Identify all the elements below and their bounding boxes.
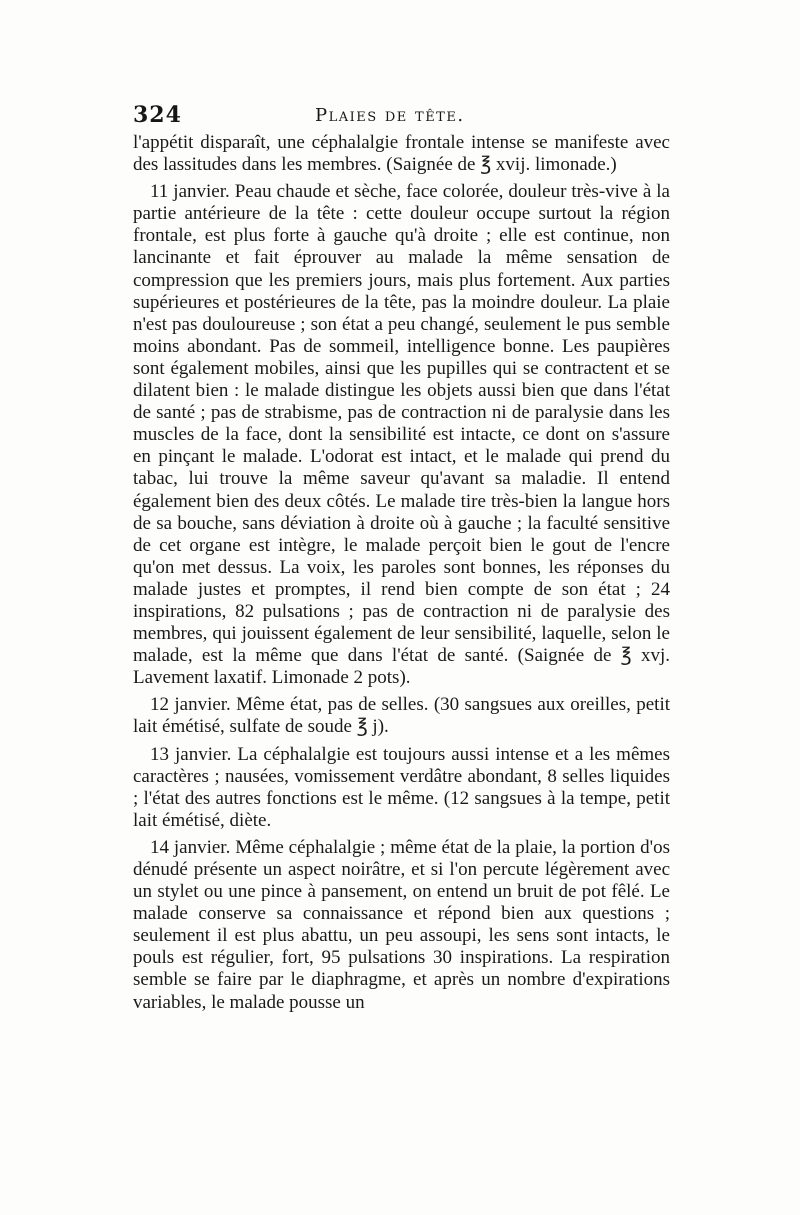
body-text <box>133 132 670 1014</box>
paragraph-continuation: l'appétit disparaît, une céphalalgie frontale intense se manifeste avec des lassitudes dans les membres. (Saignée de ℥ xvij. limonade.) <box>133 132 670 176</box>
paragraph-12-janvier: 12 janvier. Même état, pas de selles. (30 sangsues aux oreilles, petit lait émétisé, sulfate de soude ℥ j). <box>133 694 670 738</box>
page-header <box>133 102 670 132</box>
paragraph-14-janvier: 14 janvier. Même céphalalgie ; même état de la plaie, la portion d'os dénudé présente un aspect noirâtre, et si l'on percute légèrement avec un stylet ou une pince à pansement, on entend un bruit de pot fêlé. Le malade conserve sa connaissance et répond bien aux questions ; seulement il est plus abattu, un peu assoupi, les sens sont intacts, le pouls est régulier, fort, 95 pulsations 30 inspirations. La respiration semble se faire par le diaphragme, et après un nombre d'expirations variables, le malade pousse un <box>133 836 670 1013</box>
running-title: Plaies de tête. <box>315 105 465 126</box>
page-number: 324 <box>133 102 182 128</box>
paragraph-11-janvier: 11 janvier. Peau chaude et sèche, face colorée, douleur très-vive à la partie antérieure de la tête : cette douleur occupe surtout la région frontale, est plus forte à gauche qu'à droite ; elle est continue, non lancinante et fait éprouver au malade la même sensation de compression que les premiers jours, mais plus fortement. Aux parties supérieures et postérieures de la tête, pas la moindre douleur. La plaie n'est pas douloureuse ; son état a peu changé, seulement le pus semble moins abondant. Pas de sommeil, intelligence bonne. Les paupières sont également mobiles, ainsi que les pupilles qui se contractent et se dilatent bien : le malade distingue les objets aussi bien que dans l'état de santé ; pas de strabisme, pas de contraction ni de paralysie dans les muscles de la face, dont la sensibilité est intacte, ce dont on s'assure en pinçant le malade. L'odorat est intact, et le malade qui prend du tabac, lui trouve la même saveur qu'avant sa maladie. Il entend également bien des deux côtés. Le malade tire très-bien la langue hors de sa bouche, sans déviation à droite où à gauche ; la faculté sensitive de cet organe est intègre, le malade perçoit bien le gout de l'encre qu'on met dessus. La voix, les paroles sont bonnes, les réponses du malade justes et promptes, il rend bien compte de son état ; 24 inspirations, 82 pulsations ; pas de contraction ni de paralysie des membres, qui jouissent également de leur sensibilité, laquelle, selon le malade, est la même que dans l'état de santé. (Saignée de ℥ xvj. Lavement laxatif. Limonade 2 pots). <box>133 181 670 689</box>
paragraph-13-janvier: 13 janvier. La céphalalgie est toujours aussi intense et a les mêmes caractères ; nausées, vomissement verdâtre abondant, 8 selles liquides ; l'état des autres fonctions est le même. (12 sangsues à la tempe, petit lait émétisé, diète. <box>133 743 670 831</box>
